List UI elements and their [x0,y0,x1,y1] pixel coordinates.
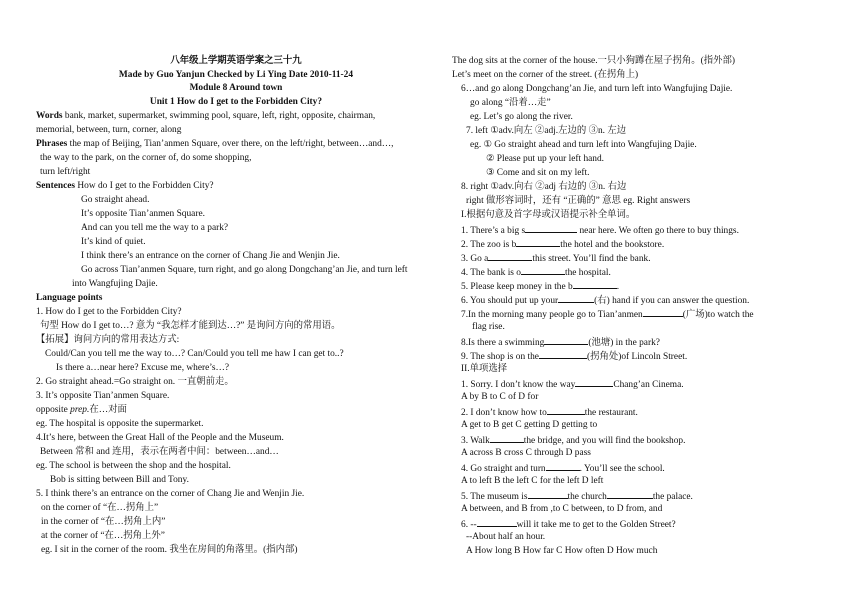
lp-5b: in the corner of “在…拐角上内” [41,517,166,527]
mc-5-blank-b[interactable] [607,489,653,499]
fill-4-post: the hospital. [564,268,611,278]
words-line [36,110,375,122]
lp-3a-pos: prep. [70,405,90,415]
fill-7-pre: 7.In the morning many people go to Tian’anmen [461,310,643,320]
mc-question-5 [461,489,693,503]
unit-heading: Unit 1 How do I get to the Forbidden City? [149,97,323,107]
r-line-7: eg. ① Go straight ahead and turn left into Wangfujing Dajie. [470,140,697,150]
sentences-label: Sentences [36,181,76,191]
language-points-heading: Language points [36,293,103,303]
mc-6-post: will it take me to get to the Golden Street? [516,520,676,530]
sentence-5: It’s kind of quiet. [81,237,146,247]
fill-9-blank[interactable] [539,349,587,359]
fill-5-pre: 5. Please keep money in the b [461,282,573,292]
credits-line: Made by Guo Yanjun Checked by Li Ying Date 2010-11-24 [118,70,354,80]
lp-3a-meaning: 在…对面 [89,405,127,415]
worksheet-title: 八年级上学期英语学案之三十九 [170,56,302,66]
lp-1: 1. How do I get to the Forbidden City? [36,307,182,317]
r-line-6: 7. left ①adv.向左 ②adj.左边的 ③n. 左边 [466,126,627,136]
mc-question-1 [461,377,684,391]
sentence-4: And can you tell me the way to a park? [81,223,229,233]
mc-4-pre: 4. Go straight and turn [461,464,546,474]
lp-1b: 【拓展】询问方向的常用表达方式: [36,335,180,345]
lp-5d: eg. I sit in the corner of the room. 我坐在房间的角落里。(指内部) [41,545,298,555]
mc-3-pre: 3. Walk [461,436,490,446]
fill-3-pre: 3. Go a [461,254,489,264]
section-1-heading: I.根据句意及首字母或汉语提示补全单词。 [461,210,636,220]
sentence-6: I think there’s an entrance on the corner of Chang Jie and Wenjin Jie. [81,251,340,261]
mc-5-pre: 5. The museum is [461,492,528,502]
lp-3a-word: opposite [36,405,71,415]
mc-4-blank[interactable] [546,461,580,471]
mc-5-blank-a[interactable] [528,489,568,499]
mc-6-blank[interactable] [477,517,517,527]
mc-options-3: A across B cross C through D pass [461,448,591,458]
words-line-2: memorial, between, turn, corner, along [36,125,182,135]
fill-item-1 [461,223,739,237]
fill-2-post: the hotel and the bookstore. [560,240,665,250]
mc-1-blank[interactable] [575,377,613,387]
mc-question-2 [461,405,638,419]
mc-question-6 [461,517,676,531]
fill-3-blank[interactable] [488,251,532,261]
fill-6-pre: 6. You should put up your [461,296,559,306]
sentences-line [36,180,214,192]
mc-2-blank[interactable] [547,405,585,415]
mc-options-4: A to left B the left C for the left D left [461,476,604,486]
sentence-3: It’s opposite Tian’anmen Square. [81,209,205,219]
fill-6-blank[interactable] [558,293,594,303]
r-line-11: right 做形容词时，还有 “正确的” 意思 eg. Right answers [466,196,691,206]
fill-item-2 [461,237,664,251]
fill-2-blank[interactable] [516,237,560,247]
mc-options-1: A by B to C of D for [461,392,539,402]
lp-3: 3. It’s opposite Tian’anmen Square. [36,391,170,401]
mc-1-post: Chang’an Cinema. [613,380,684,390]
lp-1d: Is there a…near here? Excuse me, where’s…? [56,363,230,373]
mc-question-3 [461,433,685,447]
mc-3-post: the bridge, and you will find the bookshop. [523,436,686,446]
fill-3-post: this street. You’ll find the bank. [532,254,651,264]
fill-8-pre: 8.Is there a swimming [461,338,545,348]
r-line-4: go along “沿着…走” [470,98,551,108]
fill-8-blank[interactable] [544,335,588,345]
phrases-label: Phrases [36,139,68,149]
sentence-7: Go across Tian’anmen Square, turn right, and go along Dongchang’an Jie, and turn left [81,265,408,275]
phrases-text: the map of Beijing, Tian’anmen Square, over there, on the left/right, between…and…, [69,139,394,149]
mc-options-2: A get to B get C getting D getting to [461,420,598,430]
fill-item-5 [461,279,619,293]
lp-2: 2. Go straight ahead.=Go straight on. 一直朝前走。 [36,377,234,387]
fill-7-blank[interactable] [643,307,683,317]
fill-item-8 [461,335,660,349]
lp-5c: at the corner of “在…拐角上外” [41,531,165,541]
mc-5-post: the palace. [652,492,693,502]
fill-1-pre: 1. There’s a big s [461,226,526,236]
mc-3-blank[interactable] [490,433,524,443]
mc-1-pre: 1. Sorry. I don’t know the way [461,380,576,390]
r-line-2: Let’s meet on the corner of the street. (在拐角上) [452,70,639,80]
fill-1-blank[interactable] [525,223,577,233]
lp-4c: Bob is sitting between Bill and Tony. [50,475,189,485]
fill-4-pre: 4. The bank is o [461,268,521,278]
fill-5-post: . [616,282,620,292]
r-line-10: 8. right ①adv.向右 ②adj 右边的 ③n. 右边 [461,182,627,192]
fill-item-9 [461,349,687,363]
lp-5: 5. I think there’s an entrance on the corner of Chang Jie and Wenjin Jie. [36,489,305,499]
mc-options-6: A How long B How far C How often D How much [466,546,658,556]
sentence-7b: into Wangfujing Dajie. [72,279,158,289]
sentences-text: How do I get to the Forbidden City? [77,181,214,191]
fill-2-pre: 2. The zoo is b [461,240,517,250]
r-line-5: eg. Let’s go along the river. [470,112,573,122]
sentence-2: Go straight ahead. [81,195,150,205]
mc-2-pre: 2. I don’t know how to [461,408,547,418]
mc-4-post: . You’ll see the school. [579,464,665,474]
fill-item-7-cont: flag rise. [472,322,505,332]
lp-4b: eg. The school is between the shop and the hospital. [36,461,231,471]
fill-item-6 [461,293,749,307]
fill-4-blank[interactable] [521,265,565,275]
module-heading: Module 8 Around town [189,83,283,93]
fill-6-post: (右) hand if you can answer the question. [594,296,750,306]
r-line-3: 6…and go along Dongchang’an Jie, and turn left into Wangfujing Dajie. [461,84,733,94]
lp-3a [36,404,127,416]
fill-1-post: near here. We often go there to buy things. [577,226,739,236]
mc-6-pre: 6. -- [461,520,477,530]
mc-5-mid: the church [567,492,607,502]
phrases-line-3: turn left/right [40,167,91,177]
fill-9-pre: 9. The shop is on the [461,352,539,362]
lp-1c: Could/Can you tell me the way to…? Can/Could you tell me haw I can get to..? [45,349,344,359]
lp-5a: on the corner of “在…拐角上” [41,503,159,513]
words-text: bank, market, supermarket, swimming pool, square, left, right, opposite, chairman, [64,111,376,121]
lp-1a: 句型 How do I get to…? 意为 “我怎样才能到达…?” 是询问方向的常用语。 [40,321,341,331]
words-label: Words [36,111,63,121]
mc-2-post: the restaurant. [584,408,638,418]
fill-item-7 [461,307,754,321]
fill-8-post: (池塘) in the park? [588,338,660,348]
mc-question-4 [461,461,665,475]
fill-item-4 [461,265,611,279]
r-line-8: ② Please put up your left hand. [486,154,605,164]
phrases-line [36,138,393,150]
lp-3b: eg. The hospital is opposite the supermarket. [36,419,204,429]
lp-4: 4.It’s here, between the Great Hall of the People and the Museum. [36,433,284,443]
fill-7-post: (广场)to watch the [682,310,754,320]
mc-answer-6: --About half an hour. [466,532,546,542]
fill-9-post: (拐角处)of Lincoln Street. [586,352,688,362]
phrases-line-2: the way to the park, on the corner of, do some shopping, [40,153,252,163]
fill-5-blank[interactable] [573,279,617,289]
r-line-9: ③ Come and sit on my left. [486,168,590,178]
fill-item-3 [461,251,651,265]
section-2-heading: II.单项选择 [461,364,508,374]
lp-4a: Between 常和 and 连用，表示在两者中间：between…and… [40,447,279,457]
r-line-1: The dog sits at the corner of the house.一只小狗蹲在屋子拐角。(指外部) [452,56,736,66]
mc-options-5: A between, and B from ,to C between, to D from, and [461,504,663,514]
